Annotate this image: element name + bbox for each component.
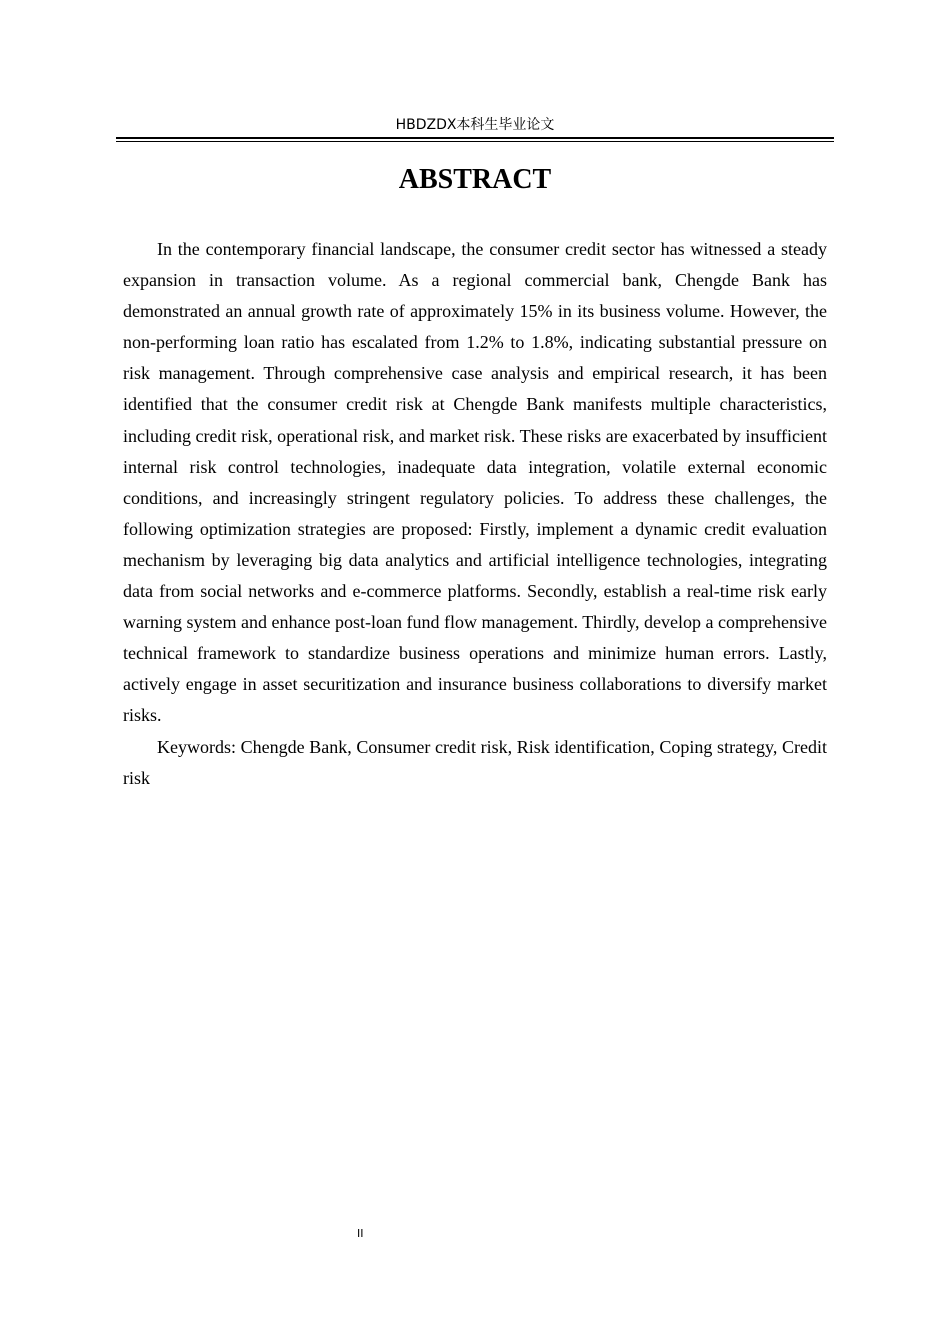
abstract-body bbox=[123, 234, 827, 794]
abstract-heading: ABSTRACT bbox=[398, 164, 552, 195]
running-header: HBDZDX本科生毕业论文 bbox=[395, 117, 555, 133]
abstract-paragraph: In the contemporary financial landscape, the consumer credit sector has witnessed a steady expansion in transaction volume. As a regional commercial bank, Chengde Bank has demonstrated an annual growth rate of approximately 15% in its business volume. However, the non-performing loan ratio has escalated from 1.2% to 1.8%, indicating substantial pressure on risk management. Through comprehensive case analysis and empirical research, it has been identified that the consumer credit risk at Chengde Bank manifests multiple characteristics, including credit risk, operational risk, and market risk. These risks are exacerbated by insufficient internal risk control technologies, inadequate data integration, volatile external economic conditions, and increasingly stringent regulatory policies. To address these challenges, the following optimization strategies are proposed: Firstly, implement a dynamic credit evaluation mechanism by leveraging big data analytics and artificial intelligence technologies, integrating data from social networks and e-commerce platforms. Secondly, establish a real-time risk early warning system and enhance post-loan fund flow management. Thirdly, develop a comprehensive technical framework to standardize business operations and minimize human errors. Lastly, actively engage in asset securitization and insurance business collaborations to diversify market risks. bbox=[123, 239, 827, 726]
header-divider bbox=[116, 137, 834, 142]
keywords-paragraph: Keywords: Chengde Bank, Consumer credit risk, Risk identification, Coping strategy, Credit risk bbox=[123, 736, 827, 788]
page-number: II bbox=[357, 1227, 364, 1240]
